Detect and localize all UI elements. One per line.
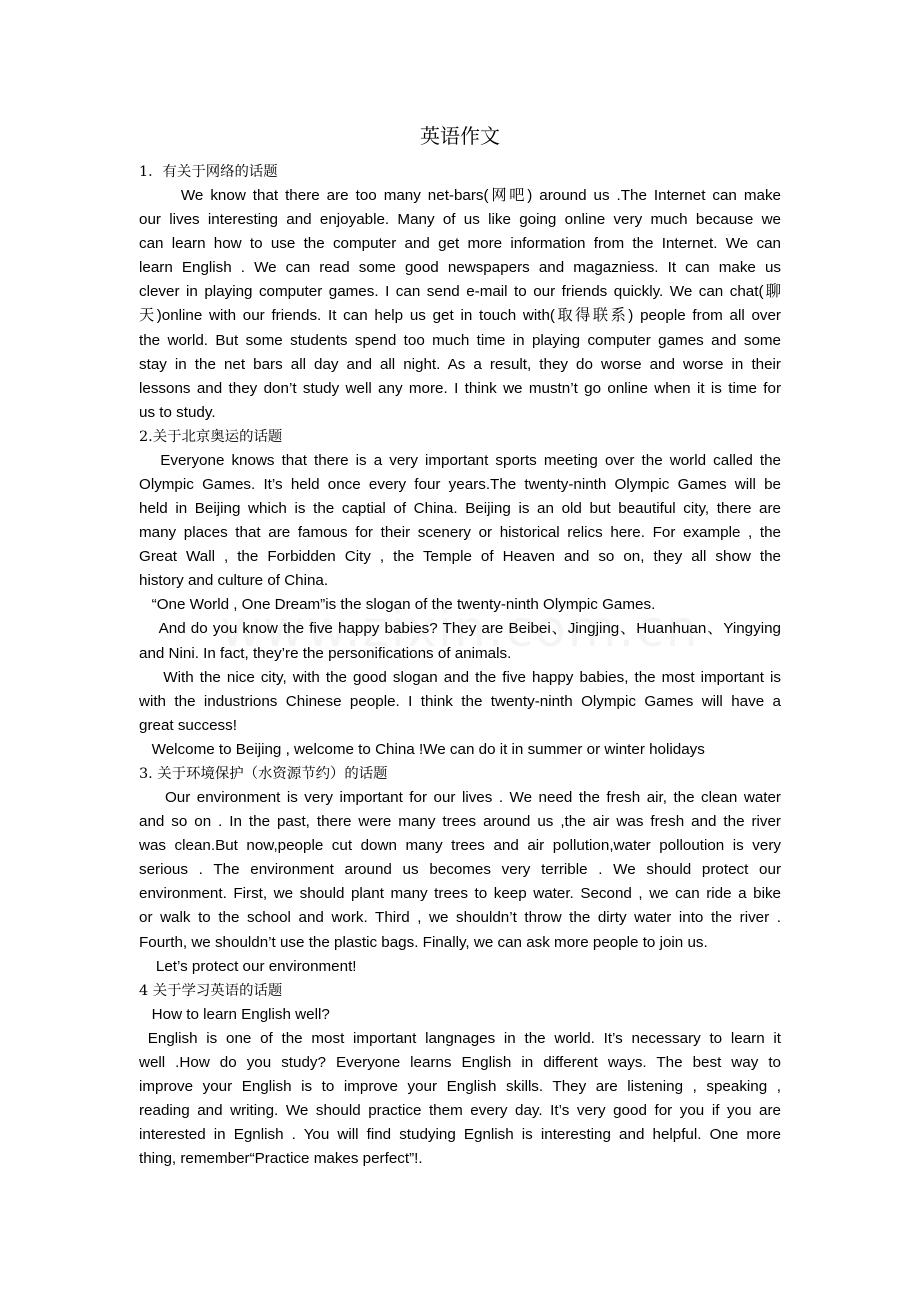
paragraph-line: Great Wall , the Forbidden City , the Temple of Heaven and so on, they all show the [139, 548, 781, 566]
paragraph-line: English is one of the most important langnages in the world. It’s necessary to learn it [139, 1029, 781, 1047]
paragraph-line: And do you know the five happy babies? They are Beibei、Jingjing、Huanhuan、Yingying [139, 620, 781, 638]
section-heading-internet: 1．有关于网络的话题 [139, 164, 278, 180]
paragraph-line: thing, remember“Practice makes perfect”!. [139, 1150, 423, 1168]
paragraph-line: well .How do you study? Everyone learns English in different ways. The best way to [139, 1053, 781, 1071]
paragraph-line: or walk to the school and work. Third , we shouldn’t throw the dirty water into the river . [139, 909, 781, 927]
section-heading-english: 4 关于学习英语的话题 [139, 982, 283, 999]
paragraph-line: Our environment is very important for our lives . We need the fresh air, the clean water [139, 789, 781, 807]
section-heading-olympics: 2.关于北京奥运的话题 [139, 428, 283, 445]
paragraph-line: We know that there are too many net-bars(网吧) around us .The Internet can make [139, 187, 781, 205]
section-heading-environment: 3. 关于环境保护（水资源节约）的话题 [139, 765, 388, 782]
paragraph-line: learn English . We can read some good newspapers and magazniess. It can make us [139, 259, 781, 277]
paragraph-line: lessons and they don’t study well any more. I think we mustn’t go online when it is time for [139, 379, 781, 397]
paragraph-line: many places that are famous for their scenery or historical relics here. For example , the [139, 524, 781, 542]
document-title: 英语作文 [420, 124, 500, 148]
paragraph-line: clever in playing computer games. I can send e-mail to our friends quickly. We can chat(聊 [139, 283, 781, 301]
paragraph-line: was clean.But now,people cut down many trees and air pollution,water polloution is very [139, 837, 781, 855]
paragraph-line: Fourth, we shouldn’t use the plastic bags. Finally, we can ask more people to join us. [139, 933, 708, 951]
paragraph-line: reading and writing. We should practice them every day. It’s very good for you if you are [139, 1102, 781, 1120]
paragraph-line: With the nice city, with the good slogan and the five happy babies, the most important is [139, 668, 781, 686]
paragraph-line: with the industrions Chinese people. I think the twenty-ninth Olympic Games will have a [139, 692, 781, 710]
paragraph-line: interested in Egnlish . You will find studying Egnlish is interesting and helpful. One more [139, 1126, 781, 1144]
paragraph-line: and Nini. In fact, they’re the personifications of animals. [139, 644, 512, 662]
paragraph-line: Olympic Games. It’s held once every four years.The twenty-ninth Olympic Games will be [139, 476, 781, 494]
paragraph-line: and so on . In the past, there were many trees around us ,the air was fresh and the river [139, 813, 781, 831]
paragraph-line: How to learn English well? [139, 1005, 330, 1023]
paragraph-line: environment. First, we should plant many trees to keep water. Second , we can ride a bike [139, 885, 781, 903]
paragraph-line: serious . The environment around us becomes very terrible . We should protect our [139, 861, 781, 879]
paragraph-line: us to study. [139, 403, 216, 421]
paragraph-line: improve your English is to improve your English skills. They are listening , speaking , [139, 1077, 781, 1095]
paragraph-line: held in Beijing which is the captial of China. Beijing is an old but beautiful city, there are [139, 500, 781, 518]
paragraph-line: can learn how to use the computer and get more information from the Internet. We can [139, 235, 781, 253]
paragraph-line: Welcome to Beijing , welcome to China !We can do it in summer or winter holidays [139, 740, 705, 758]
document-body [139, 160, 781, 1171]
paragraph-line: great success! [139, 716, 237, 734]
paragraph-line: history and culture of China. [139, 572, 329, 590]
paragraph-line: our lives interesting and enjoyable. Many of us like going online very much because we [139, 211, 781, 229]
paragraph-line: “One World , One Dream”is the slogan of the twenty-ninth Olympic Games. [139, 596, 656, 614]
paragraph-line: Everyone knows that there is a very important sports meeting over the world called the [139, 451, 781, 469]
paragraph-line: stay in the net bars all day and all night. As a result, they do worse and worse in their [139, 355, 781, 373]
paragraph-line: the world. But some students spend too much time in playing computer games and some [139, 331, 781, 349]
paragraph-line: Let’s protect our environment! [139, 957, 357, 975]
paragraph-line: 天)online with our friends. It can help us get in touch with(取得联系) people from all over [139, 307, 781, 325]
